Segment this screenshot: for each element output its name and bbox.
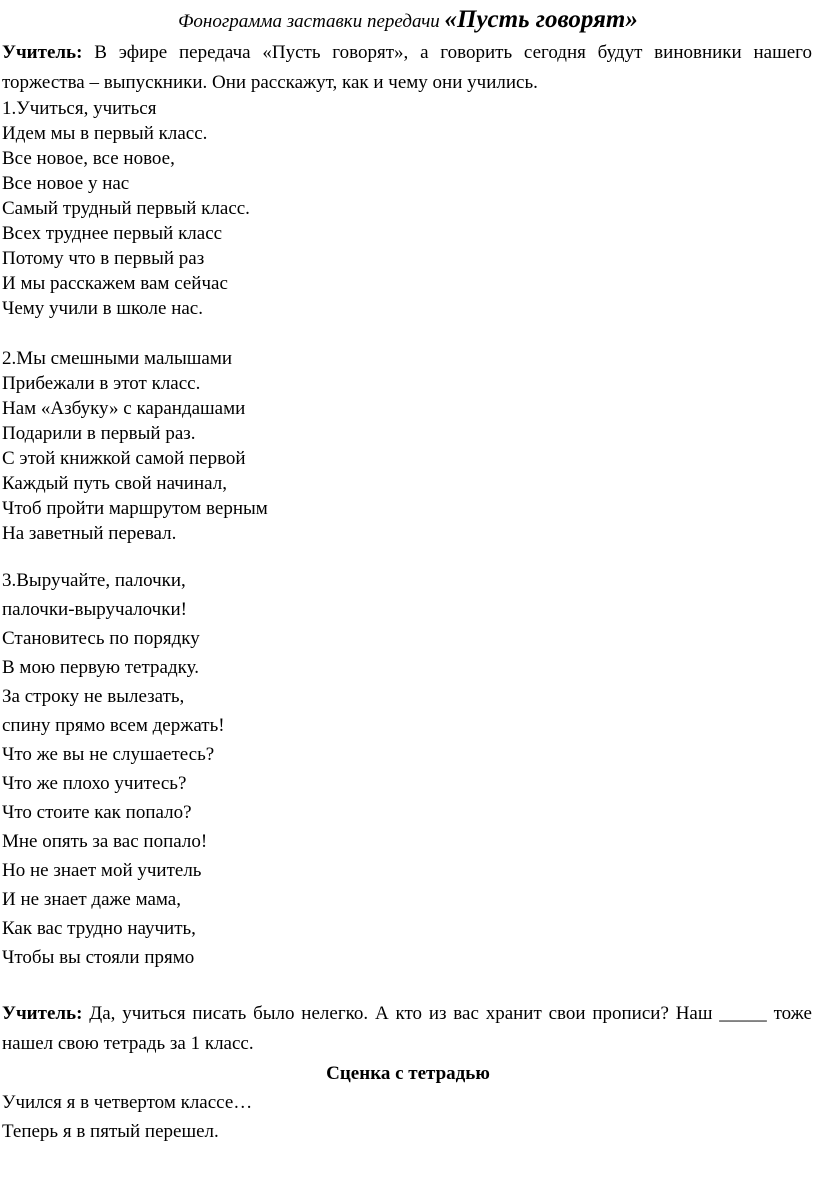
verse-line: Но не знает мой учитель xyxy=(2,860,202,881)
show-name: «Пусть говорят» xyxy=(444,6,638,33)
scene-heading: Сценка с тетрадью xyxy=(326,1063,490,1084)
verse-line: Каждый путь свой начинал, xyxy=(2,473,227,494)
verse-line: 2.Мы смешными малышами xyxy=(2,348,233,369)
verse-line: И мы расскажем вам сейчас xyxy=(2,273,228,294)
verse-line: Все новое у нас xyxy=(2,173,130,194)
teacher-text: Да, учиться писать было нелегко. А кто из вас хранит свои прописи? Наш _____ тоже нашел свою тетрадь за 1 класс. xyxy=(2,1003,812,1054)
intro-paragraph xyxy=(2,38,812,98)
verse-line: Нам «Азбуку» с карандашами xyxy=(2,398,246,419)
verse-line: спину прямо всем держать! xyxy=(2,715,225,736)
verse-line: 3.Выручайте, палочки, xyxy=(2,570,186,591)
verse-line: Что стоите как попало? xyxy=(2,802,192,823)
verse-line: С этой книжкой самой первой xyxy=(2,448,246,469)
verse-line: Всех труднее первый класс xyxy=(2,223,223,244)
verse-line: 1.Учиться, учиться xyxy=(2,98,157,119)
verse-line: Мне опять за вас попало! xyxy=(2,831,208,852)
verse-line: Подарили в первый раз. xyxy=(2,423,196,444)
verse-line: Потому что в первый раз xyxy=(2,248,205,269)
scene-line: Теперь я в пятый перешел. xyxy=(2,1121,219,1142)
verse-line: Как вас трудно научить, xyxy=(2,918,196,939)
speaker-label: Учитель: xyxy=(2,42,83,63)
verse-line: палочки-выручалочки! xyxy=(2,599,187,620)
teacher-paragraph xyxy=(2,999,812,1059)
verse-line: Все новое, все новое, xyxy=(2,148,175,169)
page-title xyxy=(0,4,816,38)
verse-line: Что же вы не слушаетесь? xyxy=(2,744,215,765)
speaker-label: Учитель: xyxy=(2,1003,83,1024)
verse-line: Прибежали в этот класс. xyxy=(2,373,201,394)
verse-line: В мою первую тетрадку. xyxy=(2,657,199,678)
verse-line: Чтоб пройти маршрутом верным xyxy=(2,498,268,519)
intro-text: В эфире передача «Пусть говорят», а говорить сегодня будут виновники нашего торжества – выпускники. Они расскажут, как и чему они учились. xyxy=(2,42,812,93)
verse-line: На заветный перевал. xyxy=(2,523,177,544)
scene-line: Учился я в четвертом классе… xyxy=(2,1092,253,1113)
verse-line: Самый трудный первый класс. xyxy=(2,198,250,219)
verse-line: Идем мы в первый класс. xyxy=(2,123,208,144)
verse-line: За строку не вылезать, xyxy=(2,686,185,707)
title-text: Фонограмма заставки передачи xyxy=(178,11,445,32)
verse-line: Чтобы вы стояли прямо xyxy=(2,947,195,968)
verse-line: И не знает даже мама, xyxy=(2,889,181,910)
verse-line: Чему учили в школе нас. xyxy=(2,298,203,319)
verse-line: Становитесь по порядку xyxy=(2,628,200,649)
verse-line: Что же плохо учитесь? xyxy=(2,773,187,794)
